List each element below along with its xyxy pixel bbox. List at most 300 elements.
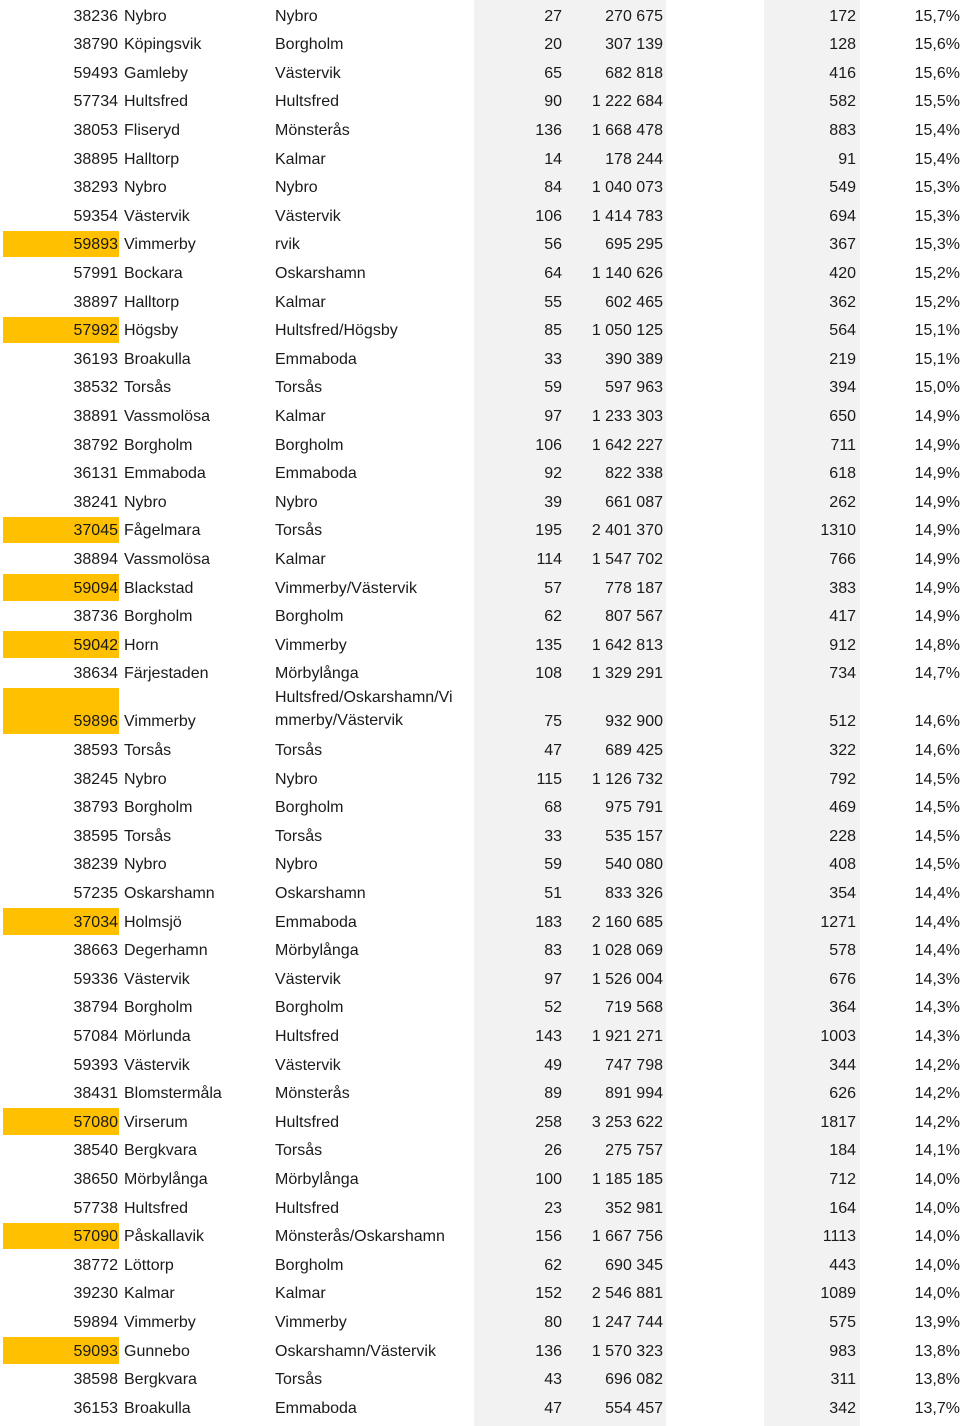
count-cell: 51 <box>544 884 562 902</box>
postcode-cell: 38772 <box>73 1256 118 1274</box>
value-cell: 417 <box>829 608 856 626</box>
table-row <box>0 115 960 144</box>
amount-cell: 1 668 478 <box>591 121 663 139</box>
count-cell: 56 <box>544 236 562 254</box>
value-cell: 766 <box>829 550 856 568</box>
count-cell: 43 <box>544 1371 562 1389</box>
count-cell: 152 <box>535 1285 562 1303</box>
postcode-cell: 59336 <box>73 970 118 988</box>
percent-cell: 15,0% <box>914 379 960 397</box>
amount-cell: 975 791 <box>605 799 663 817</box>
percent-cell: 14,4% <box>914 884 960 902</box>
value-cell: 354 <box>829 884 856 902</box>
town-cell: Vimmerby <box>124 236 196 254</box>
table-row <box>0 58 960 87</box>
table-row <box>0 344 960 373</box>
amount-cell: 597 963 <box>605 379 663 397</box>
municipality-cell: Kalmar <box>275 293 326 311</box>
value-cell: 91 <box>838 150 856 168</box>
value-cell: 676 <box>829 970 856 988</box>
postcode-cell: 57090 <box>73 1228 118 1246</box>
town-cell: Halltorp <box>124 293 180 311</box>
table-row <box>0 30 960 59</box>
count-cell: 57 <box>544 579 562 597</box>
municipality-cell: Borgholm <box>275 999 344 1017</box>
value-cell: 262 <box>829 493 856 511</box>
postcode-cell: 38595 <box>73 827 118 845</box>
town-cell: Borgholm <box>124 436 193 454</box>
postcode-cell: 36131 <box>73 465 118 483</box>
count-cell: 106 <box>535 436 562 454</box>
table-row <box>0 573 960 602</box>
percent-cell: 14,0% <box>914 1256 960 1274</box>
percent-cell: 14,0% <box>914 1170 960 1188</box>
amount-cell: 1 233 303 <box>591 407 663 425</box>
town-cell: Nybro <box>124 7 167 25</box>
postcode-cell: 39230 <box>73 1285 118 1303</box>
percent-cell: 15,3% <box>914 236 960 254</box>
table-row <box>0 1365 960 1394</box>
amount-cell: 554 457 <box>605 1399 663 1417</box>
count-cell: 83 <box>544 942 562 960</box>
table-row <box>0 878 960 907</box>
count-cell: 85 <box>544 322 562 340</box>
percent-cell: 14,1% <box>914 1142 960 1160</box>
value-cell: 711 <box>830 436 856 454</box>
count-cell: 89 <box>544 1085 562 1103</box>
town-cell: Fågelmara <box>124 522 201 540</box>
amount-cell: 270 675 <box>605 7 663 25</box>
value-cell: 694 <box>829 207 856 225</box>
town-cell: Oskarshamn <box>124 884 215 902</box>
count-cell: 33 <box>544 350 562 368</box>
percent-cell: 14,9% <box>914 579 960 597</box>
percent-cell: 13,7% <box>914 1399 960 1417</box>
table-row <box>0 1336 960 1365</box>
percent-cell: 14,9% <box>914 608 960 626</box>
postcode-cell: 38245 <box>73 770 118 788</box>
postcode-cell: 59896 <box>73 713 118 731</box>
postcode-cell: 59893 <box>73 236 118 254</box>
amount-cell: 1 222 684 <box>591 93 663 111</box>
count-cell: 84 <box>544 179 562 197</box>
value-cell: 364 <box>829 999 856 1017</box>
municipality-cell: Västervik <box>275 207 341 225</box>
postcode-cell: 59354 <box>73 207 118 225</box>
value-cell: 983 <box>829 1342 856 1360</box>
town-cell: Vassmolösa <box>124 407 210 425</box>
table-row <box>0 659 960 688</box>
amount-cell: 2 546 881 <box>591 1285 663 1303</box>
amount-cell: 1 329 291 <box>591 665 663 683</box>
count-cell: 27 <box>544 7 562 25</box>
postcode-cell: 38241 <box>73 493 118 511</box>
municipality-cell: Emmaboda <box>275 1399 357 1417</box>
table-row <box>0 907 960 936</box>
count-cell: 92 <box>544 465 562 483</box>
amount-cell: 1 185 185 <box>591 1170 663 1188</box>
percent-cell: 14,4% <box>914 942 960 960</box>
town-cell: Blackstad <box>124 579 194 597</box>
percent-cell: 14,3% <box>914 1027 960 1045</box>
value-cell: 469 <box>829 799 856 817</box>
count-cell: 100 <box>535 1170 562 1188</box>
amount-cell: 1 050 125 <box>591 322 663 340</box>
value-cell: 512 <box>829 713 856 731</box>
municipality-cell: Kalmar <box>275 1285 326 1303</box>
amount-cell: 275 757 <box>605 1142 663 1160</box>
value-cell: 128 <box>829 36 856 54</box>
postcode-cell: 59042 <box>73 636 118 654</box>
value-cell: 164 <box>829 1199 856 1217</box>
value-cell: 912 <box>829 636 856 654</box>
percent-cell: 14,3% <box>914 970 960 988</box>
count-cell: 64 <box>544 264 562 282</box>
postcode-cell: 57235 <box>73 884 118 902</box>
percent-cell: 14,5% <box>914 799 960 817</box>
municipality-cell: Borgholm <box>275 36 344 54</box>
value-cell: 626 <box>829 1085 856 1103</box>
count-cell: 195 <box>535 522 562 540</box>
town-cell: Halltorp <box>124 150 180 168</box>
table-row <box>0 201 960 230</box>
amount-cell: 352 981 <box>605 1199 663 1217</box>
table-row <box>0 602 960 631</box>
table-row <box>0 993 960 1022</box>
count-cell: 143 <box>535 1027 562 1045</box>
value-cell: 582 <box>829 93 856 111</box>
municipality-cell: Mörbylånga <box>275 665 359 683</box>
postcode-cell: 38532 <box>73 379 118 397</box>
count-cell: 52 <box>544 999 562 1017</box>
municipality-cell: Mönsterås/Oskarshamn <box>275 1228 445 1246</box>
percent-cell: 14,2% <box>914 1085 960 1103</box>
table-row <box>0 1 960 30</box>
town-cell: Nybro <box>124 493 167 511</box>
municipality-cell: Hultsfred <box>275 1113 340 1131</box>
table-row <box>0 1307 960 1336</box>
postcode-cell: 36153 <box>73 1399 118 1417</box>
value-cell: 172 <box>829 7 856 25</box>
value-cell: 184 <box>829 1142 856 1160</box>
town-cell: Västervik <box>124 207 190 225</box>
municipality-cell: Torsås <box>275 741 323 759</box>
postcode-cell: 38236 <box>73 7 118 25</box>
value-cell: 416 <box>829 64 856 82</box>
count-cell: 33 <box>544 827 562 845</box>
municipality-cell: Kalmar <box>275 550 326 568</box>
municipality-cell: Mörbylånga <box>275 1170 359 1188</box>
count-cell: 20 <box>544 36 562 54</box>
postcode-cell: 38593 <box>73 741 118 759</box>
table-row <box>0 1393 960 1422</box>
table-row <box>0 87 960 116</box>
value-cell: 1003 <box>820 1027 856 1045</box>
count-cell: 26 <box>544 1142 562 1160</box>
postcode-cell: 38053 <box>73 121 118 139</box>
postcode-cell: 57734 <box>73 93 118 111</box>
percent-cell: 14,7% <box>914 665 960 683</box>
postcode-cell: 57738 <box>73 1199 118 1217</box>
postcode-cell: 57991 <box>73 264 118 282</box>
municipality-cell: Kalmar <box>275 407 326 425</box>
town-cell: Nybro <box>124 770 167 788</box>
municipality-cell: Nybro <box>275 179 318 197</box>
amount-cell: 1 414 783 <box>591 207 663 225</box>
municipality-cell: Borgholm <box>275 799 344 817</box>
count-cell: 183 <box>535 913 562 931</box>
percent-cell: 15,6% <box>914 64 960 82</box>
value-cell: 367 <box>829 236 856 254</box>
table-row <box>0 735 960 764</box>
town-cell: Emmaboda <box>124 465 206 483</box>
percent-cell: 15,2% <box>914 264 960 282</box>
percent-cell: 14,9% <box>914 407 960 425</box>
percent-cell: 15,2% <box>914 293 960 311</box>
municipality-cell: Oskarshamn/Västervik <box>275 1342 436 1360</box>
town-cell: Torsås <box>124 379 172 397</box>
percent-cell: 13,8% <box>914 1371 960 1389</box>
percent-cell: 15,3% <box>914 179 960 197</box>
municipality-cell: Västervik <box>275 970 341 988</box>
value-cell: 342 <box>829 1399 856 1417</box>
postcode-cell: 57992 <box>73 322 118 340</box>
amount-cell: 689 425 <box>605 741 663 759</box>
percent-cell: 15,3% <box>914 207 960 225</box>
postcode-cell: 38894 <box>73 550 118 568</box>
percent-cell: 15,4% <box>914 121 960 139</box>
postcode-cell: 38650 <box>73 1170 118 1188</box>
amount-cell: 747 798 <box>605 1056 663 1074</box>
amount-cell: 932 900 <box>605 713 663 731</box>
municipality-cell: Hultsfred/Högsby <box>275 322 398 340</box>
town-cell: Kalmar <box>124 1285 175 1303</box>
value-cell: 883 <box>829 121 856 139</box>
amount-cell: 1 642 813 <box>591 636 663 654</box>
municipality-cell: Torsås <box>275 1142 323 1160</box>
amount-cell: 833 326 <box>605 884 663 902</box>
count-cell: 106 <box>535 207 562 225</box>
municipality-cell: Västervik <box>275 1056 341 1074</box>
count-cell: 47 <box>544 741 562 759</box>
value-cell: 1113 <box>822 1228 856 1246</box>
amount-cell: 1 642 227 <box>591 436 663 454</box>
count-cell: 135 <box>535 636 562 654</box>
table-row <box>0 144 960 173</box>
municipality-cell: Hultsfred/Oskarshamn/Vimmerby/Västervik <box>275 689 453 730</box>
value-cell: 219 <box>829 350 856 368</box>
municipality-cell: Borgholm <box>275 436 344 454</box>
amount-cell: 690 345 <box>605 1256 663 1274</box>
value-cell: 443 <box>829 1256 856 1274</box>
value-cell: 792 <box>829 770 856 788</box>
amount-cell: 1 040 073 <box>591 179 663 197</box>
municipality-cell: Nybro <box>275 493 318 511</box>
count-cell: 65 <box>544 64 562 82</box>
table-row <box>0 630 960 659</box>
town-cell: Borgholm <box>124 999 193 1017</box>
count-cell: 97 <box>544 407 562 425</box>
table-row <box>0 1279 960 1308</box>
town-cell: Vimmerby <box>124 1313 196 1331</box>
percent-cell: 14,0% <box>914 1228 960 1246</box>
value-cell: 549 <box>829 179 856 197</box>
postcode-cell: 37045 <box>73 522 118 540</box>
table-row <box>0 1164 960 1193</box>
postcode-cell: 38891 <box>73 407 118 425</box>
percent-cell: 14,2% <box>914 1056 960 1074</box>
postcode-cell: 59493 <box>73 64 118 82</box>
value-cell: 1271 <box>820 913 856 931</box>
percent-cell: 15,6% <box>914 36 960 54</box>
count-cell: 75 <box>544 713 562 731</box>
amount-cell: 778 187 <box>605 579 663 597</box>
postcode-cell: 59894 <box>73 1313 118 1331</box>
postcode-cell: 59093 <box>73 1342 118 1360</box>
postcode-cell: 37034 <box>73 913 118 931</box>
count-cell: 62 <box>544 1256 562 1274</box>
town-cell: Gunnebo <box>124 1342 190 1360</box>
municipality-cell: Nybro <box>275 770 318 788</box>
postcode-cell: 59094 <box>73 579 118 597</box>
town-cell: Broakulla <box>124 350 191 368</box>
town-cell: Västervik <box>124 1056 190 1074</box>
percent-cell: 15,5% <box>914 93 960 111</box>
town-cell: Blomstermåla <box>124 1085 222 1103</box>
municipality-cell: Vimmerby <box>275 1313 347 1331</box>
amount-cell: 540 080 <box>605 856 663 874</box>
value-cell: 311 <box>830 1371 856 1389</box>
town-cell: Vassmolösa <box>124 550 210 568</box>
table-row <box>0 459 960 488</box>
municipality-cell: Hultsfred <box>275 1199 340 1217</box>
amount-cell: 535 157 <box>605 827 663 845</box>
count-cell: 59 <box>544 379 562 397</box>
value-cell: 650 <box>829 407 856 425</box>
municipality-cell: Hultsfred <box>275 93 340 111</box>
postcode-cell: 38293 <box>73 179 118 197</box>
municipality-cell: Torsås <box>275 522 323 540</box>
town-cell: Högsby <box>124 322 179 340</box>
amount-cell: 307 139 <box>605 36 663 54</box>
count-cell: 59 <box>544 856 562 874</box>
value-cell: 575 <box>829 1313 856 1331</box>
municipality-cell: Oskarshamn <box>275 884 366 902</box>
town-cell: Bockara <box>124 264 183 282</box>
town-cell: Bergkvara <box>124 1371 197 1389</box>
town-cell: Mörlunda <box>124 1027 191 1045</box>
postcode-cell: 38897 <box>73 293 118 311</box>
count-cell: 14 <box>544 150 562 168</box>
percent-cell: 15,4% <box>914 150 960 168</box>
percent-cell: 14,5% <box>914 856 960 874</box>
municipality-cell: Vimmerby <box>275 636 347 654</box>
value-cell: 734 <box>829 665 856 683</box>
amount-cell: 822 338 <box>605 465 663 483</box>
municipality-cell: Nybro <box>275 7 318 25</box>
amount-cell: 1 547 702 <box>591 550 663 568</box>
postcode-cell: 59393 <box>73 1056 118 1074</box>
count-cell: 62 <box>544 608 562 626</box>
percent-cell: 14,9% <box>914 550 960 568</box>
municipality-cell: Mönsterås <box>275 121 350 139</box>
postcode-cell: 38663 <box>73 942 118 960</box>
postcode-cell: 38540 <box>73 1142 118 1160</box>
town-cell: Gamleby <box>124 64 189 82</box>
town-cell: Påskallavik <box>124 1228 205 1246</box>
table-row <box>0 173 960 202</box>
count-cell: 47 <box>544 1399 562 1417</box>
count-cell: 80 <box>544 1313 562 1331</box>
postcode-cell: 38431 <box>73 1085 118 1103</box>
value-cell: 228 <box>829 827 856 845</box>
percent-cell: 14,9% <box>914 465 960 483</box>
table-row <box>0 1222 960 1251</box>
value-cell: 362 <box>829 293 856 311</box>
percent-cell: 15,7% <box>914 7 960 25</box>
postcode-cell: 38794 <box>73 999 118 1017</box>
value-cell: 344 <box>829 1056 856 1074</box>
town-cell: Degerhamn <box>124 942 208 960</box>
town-cell: Borgholm <box>124 799 193 817</box>
count-cell: 97 <box>544 970 562 988</box>
town-cell: Broakulla <box>124 1399 191 1417</box>
count-cell: 156 <box>535 1228 562 1246</box>
value-cell: 408 <box>829 856 856 874</box>
table-row <box>0 1050 960 1079</box>
amount-cell: 2 401 370 <box>591 522 663 540</box>
postcode-cell: 38790 <box>73 36 118 54</box>
table-row <box>0 687 960 735</box>
table-row <box>0 964 960 993</box>
town-cell: Nybro <box>124 856 167 874</box>
value-cell: 712 <box>829 1170 856 1188</box>
postcode-cell: 38598 <box>73 1371 118 1389</box>
value-cell: 1310 <box>820 522 856 540</box>
table-row <box>0 258 960 287</box>
percent-cell: 14,6% <box>914 713 960 731</box>
town-cell: Torsås <box>124 741 172 759</box>
municipality-cell: Vimmerby/Västervik <box>275 579 417 597</box>
town-cell: Mörbylånga <box>124 1170 208 1188</box>
municipality-cell: Torsås <box>275 1371 323 1389</box>
amount-cell: 1 667 756 <box>591 1228 663 1246</box>
table-row <box>0 430 960 459</box>
town-cell: Bergkvara <box>124 1142 197 1160</box>
town-cell: Nybro <box>124 179 167 197</box>
value-cell: 394 <box>829 379 856 397</box>
amount-cell: 807 567 <box>605 608 663 626</box>
amount-cell: 2 160 685 <box>591 913 663 931</box>
town-cell: Löttorp <box>124 1256 174 1274</box>
municipality-cell: Hultsfred <box>275 1027 340 1045</box>
table-row <box>0 1021 960 1050</box>
postcode-cell: 38736 <box>73 608 118 626</box>
count-cell: 90 <box>544 93 562 111</box>
amount-cell: 390 389 <box>605 350 663 368</box>
town-cell: Holmsjö <box>124 913 182 931</box>
amount-cell: 1 570 323 <box>591 1342 663 1360</box>
town-cell: Borgholm <box>124 608 193 626</box>
amount-cell: 696 082 <box>605 1371 663 1389</box>
value-cell: 1089 <box>820 1285 856 1303</box>
percent-cell: 14,9% <box>914 522 960 540</box>
count-cell: 136 <box>535 1342 562 1360</box>
postcode-cell: 38634 <box>73 665 118 683</box>
table-row <box>0 401 960 430</box>
municipality-cell: Emmaboda <box>275 465 357 483</box>
count-cell: 68 <box>544 799 562 817</box>
